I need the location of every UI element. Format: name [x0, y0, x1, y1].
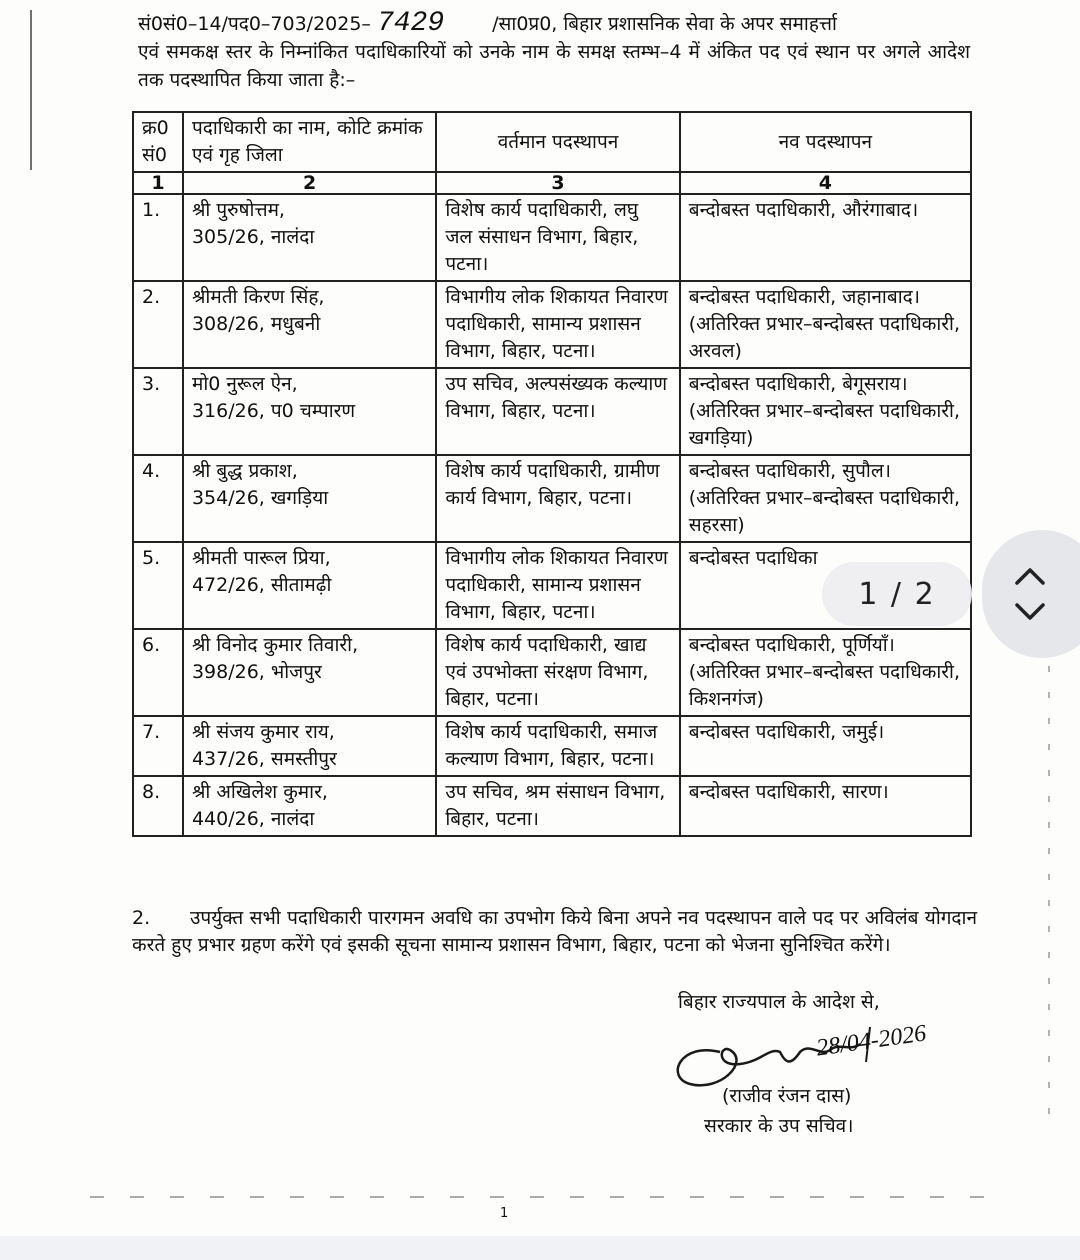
officer-cell — [183, 629, 436, 716]
row-serial: 2. — [133, 281, 183, 368]
table-row — [133, 776, 971, 836]
officer-cell — [183, 716, 436, 776]
row-serial: 6. — [133, 629, 183, 716]
new-posting: बन्दोबस्त पदाधिकारी, पूर्णियाँ। (अतिरिक्त प्रभार–बन्दोबस्त पदाधिकारी, किशनगंज) — [680, 629, 971, 716]
table-row — [133, 368, 971, 455]
officer-cell — [183, 455, 436, 542]
officer-name: श्री संजय कुमार राय, — [191, 721, 335, 743]
officer-cell — [183, 368, 436, 455]
current-posting: उप सचिव, अल्पसंख्यक कल्याण विभाग, बिहार, पटना। — [436, 368, 679, 455]
row-serial: 1. — [133, 194, 183, 281]
new-posting: बन्दोबस्त पदाधिकारी, औरंगाबाद। — [680, 194, 971, 281]
page-number: 1 — [500, 1206, 509, 1221]
row-serial: 3. — [133, 368, 183, 455]
officer-name: श्री विनोद कुमार तिवारी, — [191, 634, 359, 656]
column-number: 4 — [680, 172, 971, 194]
reference-suffix: /सा0प्र0, बिहार प्रशासनिक सेवा के अपर समाहर्त्ता — [492, 13, 837, 35]
new-posting: बन्दोबस्त पदाधिकारी, जहानाबाद। (अतिरिक्त प्रभार–बन्दोबस्त पदाधिकारी, अरवल) — [680, 281, 971, 368]
column-number: 2 — [183, 172, 436, 194]
header-name: पदाधिकारी का नाम, कोटि क्रमांक एवं गृह जिला — [183, 112, 436, 172]
officer-code-district: 316/26, प0 चम्पारण — [191, 400, 356, 422]
current-posting: विभागीय लोक शिकायत निवारण पदाधिकारी, सामान्य प्रशासन विभाग, बिहार, पटना। — [436, 542, 679, 629]
letter-number: 7429 — [376, 8, 445, 39]
current-posting: विशेष कार्य पदाधिकारी, ग्रामीण कार्य विभाग, बिहार, पटना। — [436, 455, 679, 542]
next-page-button[interactable] — [1010, 596, 1050, 628]
table-row — [133, 629, 971, 716]
scan-edge-marks — [1048, 640, 1050, 1130]
intro-text: एवं समकक्ष स्तर के निम्नांकित पदाधिकारियों को उनके नाम के समक्ष स्तम्भ–4 में अंकित पद एवं स्थान पर अगले आदेश तक पदस्थापित किया जाता है:– — [138, 41, 970, 91]
officer-cell — [183, 542, 436, 629]
officer-name: श्री बुद्ध प्रकाश, — [191, 460, 298, 482]
new-posting: बन्दोबस्त पदाधिका — [680, 542, 971, 629]
officer-cell — [183, 776, 436, 836]
header-serial: क्र0 सं0 — [133, 112, 183, 172]
table-row — [133, 281, 971, 368]
table-row — [133, 716, 971, 776]
scan-artifact-line — [90, 1196, 990, 1198]
signature-date: 28/04-2026 — [814, 1020, 928, 1062]
officer-code-district: 308/26, मधुबनी — [191, 313, 321, 335]
new-posting: बन्दोबस्त पदाधिकारी, जमुई। — [680, 716, 971, 776]
officer-cell — [183, 194, 436, 281]
reference-prefix: सं0सं0–14/पद0–703/2025– — [138, 13, 371, 35]
order-by-line: बिहार राज्यपाल के आदेश से, — [678, 991, 880, 1013]
signer-designation: सरकार के उप सचिव। — [704, 1115, 854, 1137]
officer-name: श्री अखिलेश कुमार, — [191, 781, 328, 803]
new-posting: बन्दोबस्त पदाधिकारी, बेगूसराय। (अतिरिक्त प्रभार–बन्दोबस्त पदाधिकारी, खगड़िया) — [680, 368, 971, 455]
margin-mark — [30, 10, 32, 170]
viewer-bottom-bar — [0, 1236, 1080, 1260]
page-indicator: 1 / 2 — [822, 562, 972, 626]
paragraph-number: 2. — [132, 907, 151, 929]
header-current-posting: वर्तमान पदस्थापन — [436, 112, 679, 172]
page-navigation — [982, 530, 1080, 658]
letter-header — [138, 10, 970, 94]
column-number-row — [133, 172, 971, 194]
row-serial: 7. — [133, 716, 183, 776]
signer-name: (राजीव रंजन दास) — [722, 1085, 852, 1107]
row-serial: 5. — [133, 542, 183, 629]
table-row — [133, 455, 971, 542]
postings-table — [132, 111, 972, 837]
current-posting: उप सचिव, श्रम संसाधन विभाग, बिहार, पटना। — [436, 776, 679, 836]
current-posting: विशेष कार्य पदाधिकारी, लघु जल संसाधन विभाग, बिहार, पटना। — [436, 194, 679, 281]
row-serial: 4. — [133, 455, 183, 542]
officer-code-district: 440/26, नालंदा — [191, 808, 315, 830]
paragraph-text: उपर्युक्त सभी पदाधिकारी पारगमन अवधि का उपभोग किये बिना अपने नव पदस्थापन वाले पद पर अविलंब योगदान करते हुए प्रभार ग्रहण करेंगे एवं इसकी सूचना सामान्य प्रशासन विभाग, बिहार, पटना को भेजना सुनिश्चित करेंगे। — [132, 907, 977, 956]
current-posting: विशेष कार्य पदाधिकारी, खाद्य एवं उपभोक्ता संरक्षण विभाग, बिहार, पटना। — [436, 629, 679, 716]
column-number: 3 — [436, 172, 679, 194]
officer-code-district: 437/26, समस्तीपुर — [191, 748, 337, 770]
officer-code-district: 472/26, सीतामढ़ी — [191, 574, 332, 596]
row-serial: 8. — [133, 776, 183, 836]
officer-code-district: 398/26, भोजपुर — [191, 661, 322, 683]
officer-name: श्रीमती किरण सिंह, — [191, 286, 325, 308]
officer-code-district: 305/26, नालंदा — [191, 226, 315, 248]
previous-page-button[interactable] — [1010, 560, 1050, 592]
chevron-up-icon — [1013, 565, 1047, 587]
table-header-row — [133, 112, 971, 172]
officer-cell — [183, 281, 436, 368]
new-posting: बन्दोबस्त पदाधिकारी, सारण। — [680, 776, 971, 836]
officer-name: मो0 नुरूल ऐन, — [191, 373, 298, 395]
column-number: 1 — [133, 172, 183, 194]
header-new-posting: नव पदस्थापन — [680, 112, 971, 172]
instruction-paragraph — [132, 905, 977, 959]
current-posting: विशेष कार्य पदाधिकारी, समाज कल्याण विभाग, बिहार, पटना। — [436, 716, 679, 776]
officer-name: श्री पुरुषोत्तम, — [191, 199, 285, 221]
chevron-down-icon — [1013, 601, 1047, 623]
current-posting: विभागीय लोक शिकायत निवारण पदाधिकारी, सामान्य प्रशासन विभाग, बिहार, पटना। — [436, 281, 679, 368]
officer-name: श्रीमती पारूल प्रिया, — [191, 547, 331, 569]
new-posting: बन्दोबस्त पदाधिकारी, सुपौल। (अतिरिक्त प्रभार–बन्दोबस्त पदाधिकारी, सहरसा) — [680, 455, 971, 542]
officer-code-district: 354/26, खगड़िया — [191, 487, 329, 509]
table-row — [133, 194, 971, 281]
